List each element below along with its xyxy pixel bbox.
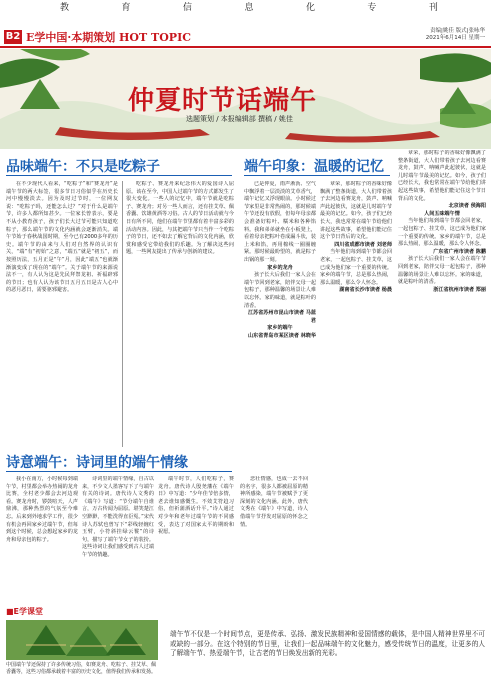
section-title: E学中国·本期策划 HOT TOPIC bbox=[26, 31, 191, 44]
masthead-title bbox=[60, 0, 440, 14]
paragraph: 章荣，那时粽子的香味好像飘满了整条街道，大人们带着孩子去河边看赛龙舟，鼓声、呐喊声此起彼伏，这就是儿时端午节最美的记忆。如今，孩子们已经长大，我也常常在端午节给他们讲起这些故事，希望他们能记住这个节日背后的文化。 bbox=[320, 181, 392, 241]
page-number-badge: B2 bbox=[5, 31, 21, 42]
paragraph: 孩子长大后我们一家人会在端午节回到老家，陪伴父母一起包粽子，那种温馨的场景让人难以忘怀。家的味道，就是粽叶的清香。 bbox=[398, 256, 486, 286]
paragraph: 我小在南方，小时候每到端午节，村里都会举办热闹的龙舟比赛，全村老少都会去河边观看。赛龙舟时，锣鼓喧天，人声鼎沸，那种热烈的气氛至今难忘。后来到外地求学工作，很少有机会再回家乡过端午节，但每到这个时候，总会想起家乡的龙舟和母亲包的粽子。 bbox=[6, 476, 78, 543]
article-column bbox=[398, 150, 486, 620]
author-credit: 四川省成都市读者 刘老师 bbox=[334, 241, 392, 248]
masthead-char: 育 bbox=[121, 3, 133, 13]
column-rule bbox=[122, 181, 123, 447]
date-line: 2021年6月14日 星期一 bbox=[425, 35, 485, 41]
hero-title: 仲夏时节话端午 bbox=[128, 86, 318, 116]
section-heading-zongzi: 品味端午：不只是吃粽子 bbox=[6, 159, 160, 175]
masthead bbox=[0, 0, 491, 48]
paragraph: 悲壮情感，也成一去不回的名字，很多人都被屈原的精神所感染，端午节被赋予了更深刻的文化内涵。此外，唐代文秀在《端午》中写道，诗人借端午节抒发对屈原的怀念之情。 bbox=[240, 476, 308, 528]
author-credit: 浙江省杭州市读者 郑丽 bbox=[433, 286, 486, 293]
brief-box bbox=[6, 606, 158, 686]
article-column bbox=[82, 476, 154, 626]
article-column bbox=[126, 181, 234, 447]
masthead-char: 专 bbox=[367, 3, 379, 13]
author-credit: 山东省青岛市某区读者 林晓华 bbox=[248, 332, 316, 339]
editor-info bbox=[426, 28, 485, 42]
article-column bbox=[6, 181, 118, 447]
article-column bbox=[6, 476, 78, 604]
paragraph: 已是仲夏，雨声淅沥、空气中飘浮着一层淡淡的艾草香气，端午记忆又浮现眼前。小时候过节家里是非常热闹的，那时候端午节还没有放假，但每年母亲都会准备好粽叶、糯米和各种馅料。我和弟弟就坐在小板凳上，看着母亲把粽叶卷成漏斗状，装上米和馅，再用棉线一圈圈缠紧。那时候最盼望的，就是粽子出锅的那一刻。 bbox=[244, 181, 316, 263]
author-credit: 北京读者 侯海阳 bbox=[448, 203, 486, 210]
paragraph: 当年他们每到端午节都会回老家，一起包粽子、挂艾草，这已成为他们家一个重要的传统。家乡的端午节，总是那么热闹，那么温暖，那么令人怀念。 bbox=[320, 249, 392, 286]
author-credit: 湖南省长沙市读者 杨晨 bbox=[339, 287, 392, 294]
article-column bbox=[320, 181, 392, 473]
editor-line: 责编|姚佳 版式|张咏华 bbox=[430, 28, 485, 34]
paragraph: 章荣，那时粽子的香味好像飘满了整条街道，大人们带着孩子去河边看赛龙舟，鼓声、呐喊声此起彼伏，这就是儿时端午节最美的记忆。如今，孩子们已经长大，我也常常在端午节给他们讲起这些故事，希望他们能记住这个节日背后的文化。 bbox=[398, 150, 486, 202]
paragraph: 孩子长大后我们一家人会在端午节回到老家，陪伴父母一起包粽子，那种温馨的场景让人难以忘怀。家的味道，就是粽叶的清香。 bbox=[244, 272, 316, 309]
section-divider bbox=[244, 175, 390, 176]
masthead-char: 息 bbox=[244, 3, 256, 13]
brief-heading: ■E学课堂 bbox=[6, 607, 44, 616]
paragraph: 在不少现代人看来，“吃粽子”和“赛龙舟”是端午节的两大标签，很多节日习俗似乎在历史长河中慢慢淡去。因为及时过节时，一位网友说：“吃粽子吗，还能怎么过？”对于什么是端午节，许多人都所知甚少。一位家长曾表示，要是不从小教育孩子，孩子们长大过节可能只知道吃粽子，那么端午节的文化内涵就会逐渐消失。端午节始于春秋战国时期，至今已有2000多年的历史。端午节的由来与人们对自然界的认识有关，“端”有“初始”之意，“端五”就是“初五”，而按照历法，五月正是“午”月，因此“端五”也就渐渐演变成了现在的“端午”。关于端午节的来源说法不一，有人认为这是先民拜祭龙祖、祈福辟邪的节日；也有人认为该节日五月五日是古人心中的恶月恶日，需要驱邪避害。 bbox=[6, 181, 118, 294]
paragraph: 吃粽子、赛龙舟来纪念伟大的爱国诗人屈原。该在至今，中国人过端午节的方式都发生了很大变化。一些人的记忆中，端午节就是吃粽子、赛龙舟；对另一些人而言，还有挂艾草、佩香囊、饮雄黄酒等习俗。古人的节日活动就与今日有所不同，他们在端午节里都有着丰富多彩的活动内容。因此，与其把端午节只当作一个吃粽子的节日，还不如去了解它背后的文化内涵，欣赏和感受它带给我们的乐趣。为了解决这些问题，一些网友提出了传承与创新的建议。 bbox=[126, 181, 234, 256]
subheading: 家乡的端午 bbox=[267, 325, 293, 332]
article-column bbox=[240, 476, 308, 626]
subheading: 人间五味端午情 bbox=[424, 210, 460, 217]
masthead-char: 信 bbox=[182, 3, 194, 13]
zongzi-photo bbox=[6, 620, 158, 660]
paragraph: 端午时节，人们吃粽子，赛龙舟。唐代诗人殷尧藩在《端午日》中写道：“少年佳节倍多情，老去谁知感慨生。不效艾符趋习俗，但祈蒲酒话升平。”诗人通过对少年和老年过端午节的不同感受，表达了对国家太平的期盼和祝愿。 bbox=[158, 476, 234, 536]
subheading: 家乡的龙舟 bbox=[267, 264, 293, 271]
author-credit: 江苏省苏州市昆山市读者 马蓝君 bbox=[248, 310, 316, 324]
section-heading-poetry: 诗意端午：诗词里的端午情缘 bbox=[6, 455, 188, 471]
hero-byline: 选题策划 / 本报编辑部 撰稿 / 姚佳 bbox=[186, 115, 293, 123]
paragraph: 诗词里的端午情缘，自古以来，不少文人墨客写下了与端午有关的诗词。唐代诗人文秀的《端午》写道：“节分端午自谁言，万古传闻为屈原。堪笑楚江空渺渺，不能洗得直臣冤。”宋代诗人苏轼也曾写下“彩线轻缠红玉臂，小符斜挂绿云鬟”的诗句，描写了端午节女子的装扮。这些诗词让我们感受到古人过端午节的情趣。 bbox=[82, 476, 154, 558]
masthead-char: 教 bbox=[60, 3, 72, 13]
masthead-char: 刊 bbox=[428, 3, 440, 13]
section-heading-memory: 端午印象：温暖的记忆 bbox=[244, 159, 384, 175]
masthead-char: 化 bbox=[305, 3, 317, 13]
paragraph: 当年他们每到端午节都会回老家，一起包粽子、挂艾草，这已成为他们家一个重要的传统。家乡的端午节，总是那么热闹，那么温暖，那么令人怀念。 bbox=[398, 218, 486, 248]
section-divider bbox=[6, 175, 232, 176]
article-column bbox=[244, 181, 316, 473]
masthead-rule bbox=[0, 46, 491, 48]
closing-paragraph: 端午节不仅是一个时间节点，更是传承、弘扬、激发民族精神和爱国情感的载体，是中国人精神世界里不可或缺的一部分。在这个特别的节日里，让我们一起品味端午的文化魅力，感受传统节日的温度，让更多的人了解端午节、热爱端午节，让古老的节日焕发出新的光彩。 bbox=[170, 630, 485, 658]
section-divider bbox=[6, 471, 232, 472]
article-column bbox=[158, 476, 234, 626]
hero-banner bbox=[0, 49, 491, 149]
author-credit: 广东省广州市读者 陈鹏 bbox=[433, 248, 486, 255]
brief-text: 中国端午节还保持了许多传统习俗，如赛龙舟、吃粽子、挂艾草、佩香囊等，这些习俗都承载着丰富的历史文化，值得我们传承和发扬。 bbox=[6, 662, 157, 675]
